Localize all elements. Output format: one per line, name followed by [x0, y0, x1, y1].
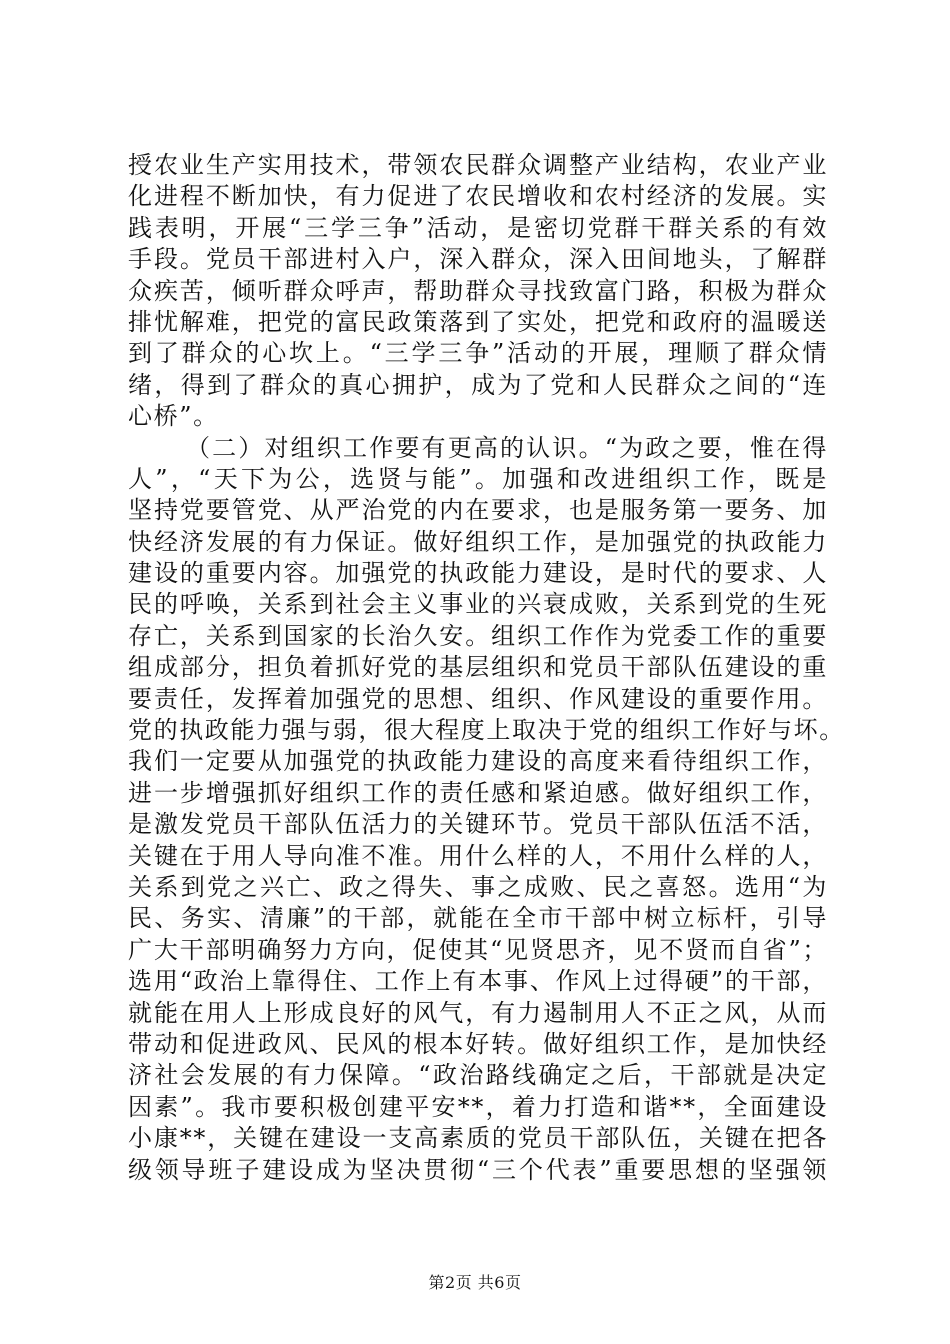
- text-line: 是激发党员干部队伍活力的关键环节。党员干部队伍活不活，: [128, 810, 828, 839]
- text-line: 级领导班子建设成为坚决贯彻“三个代表”重要思想的坚强领: [128, 1155, 828, 1184]
- text-line: 践表明，开展“三学三争”活动，是密切党群干群关系的有效: [128, 213, 828, 242]
- text-line: 化进程不断加快，有力促进了农民增收和农村经济的发展。实: [128, 182, 828, 211]
- text-line: 众疾苦，倾听群众呼声，帮助群众寻找致富门路，积极为群众: [128, 276, 828, 305]
- text-line: 存亡，关系到国家的长治久安。组织工作作为党委工作的重要: [128, 621, 828, 650]
- text-line: 排忧解难，把党的富民政策落到了实处，把党和政府的温暖送: [128, 307, 828, 336]
- text-line: 党的执政能力强与弱，很大程度上取决于党的组织工作好与坏。: [128, 716, 845, 745]
- text-line: 快经济发展的有力保证。做好组织工作，是加强党的执政能力: [128, 527, 828, 556]
- text-line: 我们一定要从加强党的执政能力建设的高度来看待组织工作，: [128, 747, 828, 776]
- text-line: 授农业生产实用技术，带领农民群众调整产业结构，农业产业: [128, 151, 828, 179]
- paragraph-first-line: （二）对组织工作要有更高的认识。“为政之要，惟在得: [186, 433, 828, 462]
- text-line: 民的呼唤，关系到社会主义事业的兴衰成败，关系到党的生死: [128, 590, 828, 619]
- text-line: 到了群众的心坎上。“三学三争”活动的开展，理顺了群众情: [128, 339, 828, 368]
- text-line: 建设的重要内容。加强党的执政能力建设，是时代的要求、人: [128, 559, 828, 588]
- text-line: 带动和促进政风、民风的根本好转。做好组织工作，是加快经: [128, 1029, 828, 1058]
- document-body: [128, 150, 845, 1186]
- text-line: 关系到党之兴亡、政之得失、事之成败、民之喜怒。选用“为: [128, 872, 828, 901]
- text-line: 济社会发展的有力保障。“政治路线确定之后，干部就是决定: [128, 1061, 828, 1090]
- text-line: 选用“政治上靠得住、工作上有本事、作风上过得硬”的干部，: [128, 967, 828, 996]
- text-line: 关键在于用人导向准不准。用什么样的人，不用什么样的人，: [128, 841, 828, 870]
- text-line: 心桥”。: [128, 402, 219, 431]
- text-line: 手段。党员干部进村入户，深入群众，深入田间地头，了解群: [128, 245, 828, 274]
- text-line: 进一步增强抓好组织工作的责任感和紧迫感。做好组织工作，: [128, 778, 828, 807]
- text-line: 坚持党要管党、从严治党的内在要求，也是服务第一要务、加: [128, 496, 828, 525]
- text-line: 组成部分，担负着抓好党的基层组织和党员干部队伍建设的重: [128, 653, 828, 682]
- text-line: 要责任，发挥着加强党的思想、组织、作风建设的重要作用。: [128, 684, 828, 713]
- text-line: 小康**，关键在建设一支高素质的党员干部队伍，关键在把各: [128, 1124, 828, 1153]
- text-line: 民、务实、清廉”的干部，就能在全市干部中树立标杆，引导: [128, 904, 828, 933]
- text-line: 绪，得到了群众的真心拥护，成为了党和人民群众之间的“连: [128, 370, 828, 399]
- page-footer: 第2页 共6页: [428, 1273, 522, 1292]
- text-line: 因素”。我市要积极创建平安**，着力打造和谐**，全面建设: [128, 1092, 828, 1121]
- text-line: 就能在用人上形成良好的风气，有力遏制用人不正之风，从而: [128, 998, 828, 1027]
- text-line: 广大干部明确努力方向，促使其“见贤思齐，见不贤而自省”；: [128, 935, 828, 964]
- text-line: 人”，“天下为公，选贤与能”。加强和改进组织工作，既是: [128, 464, 828, 493]
